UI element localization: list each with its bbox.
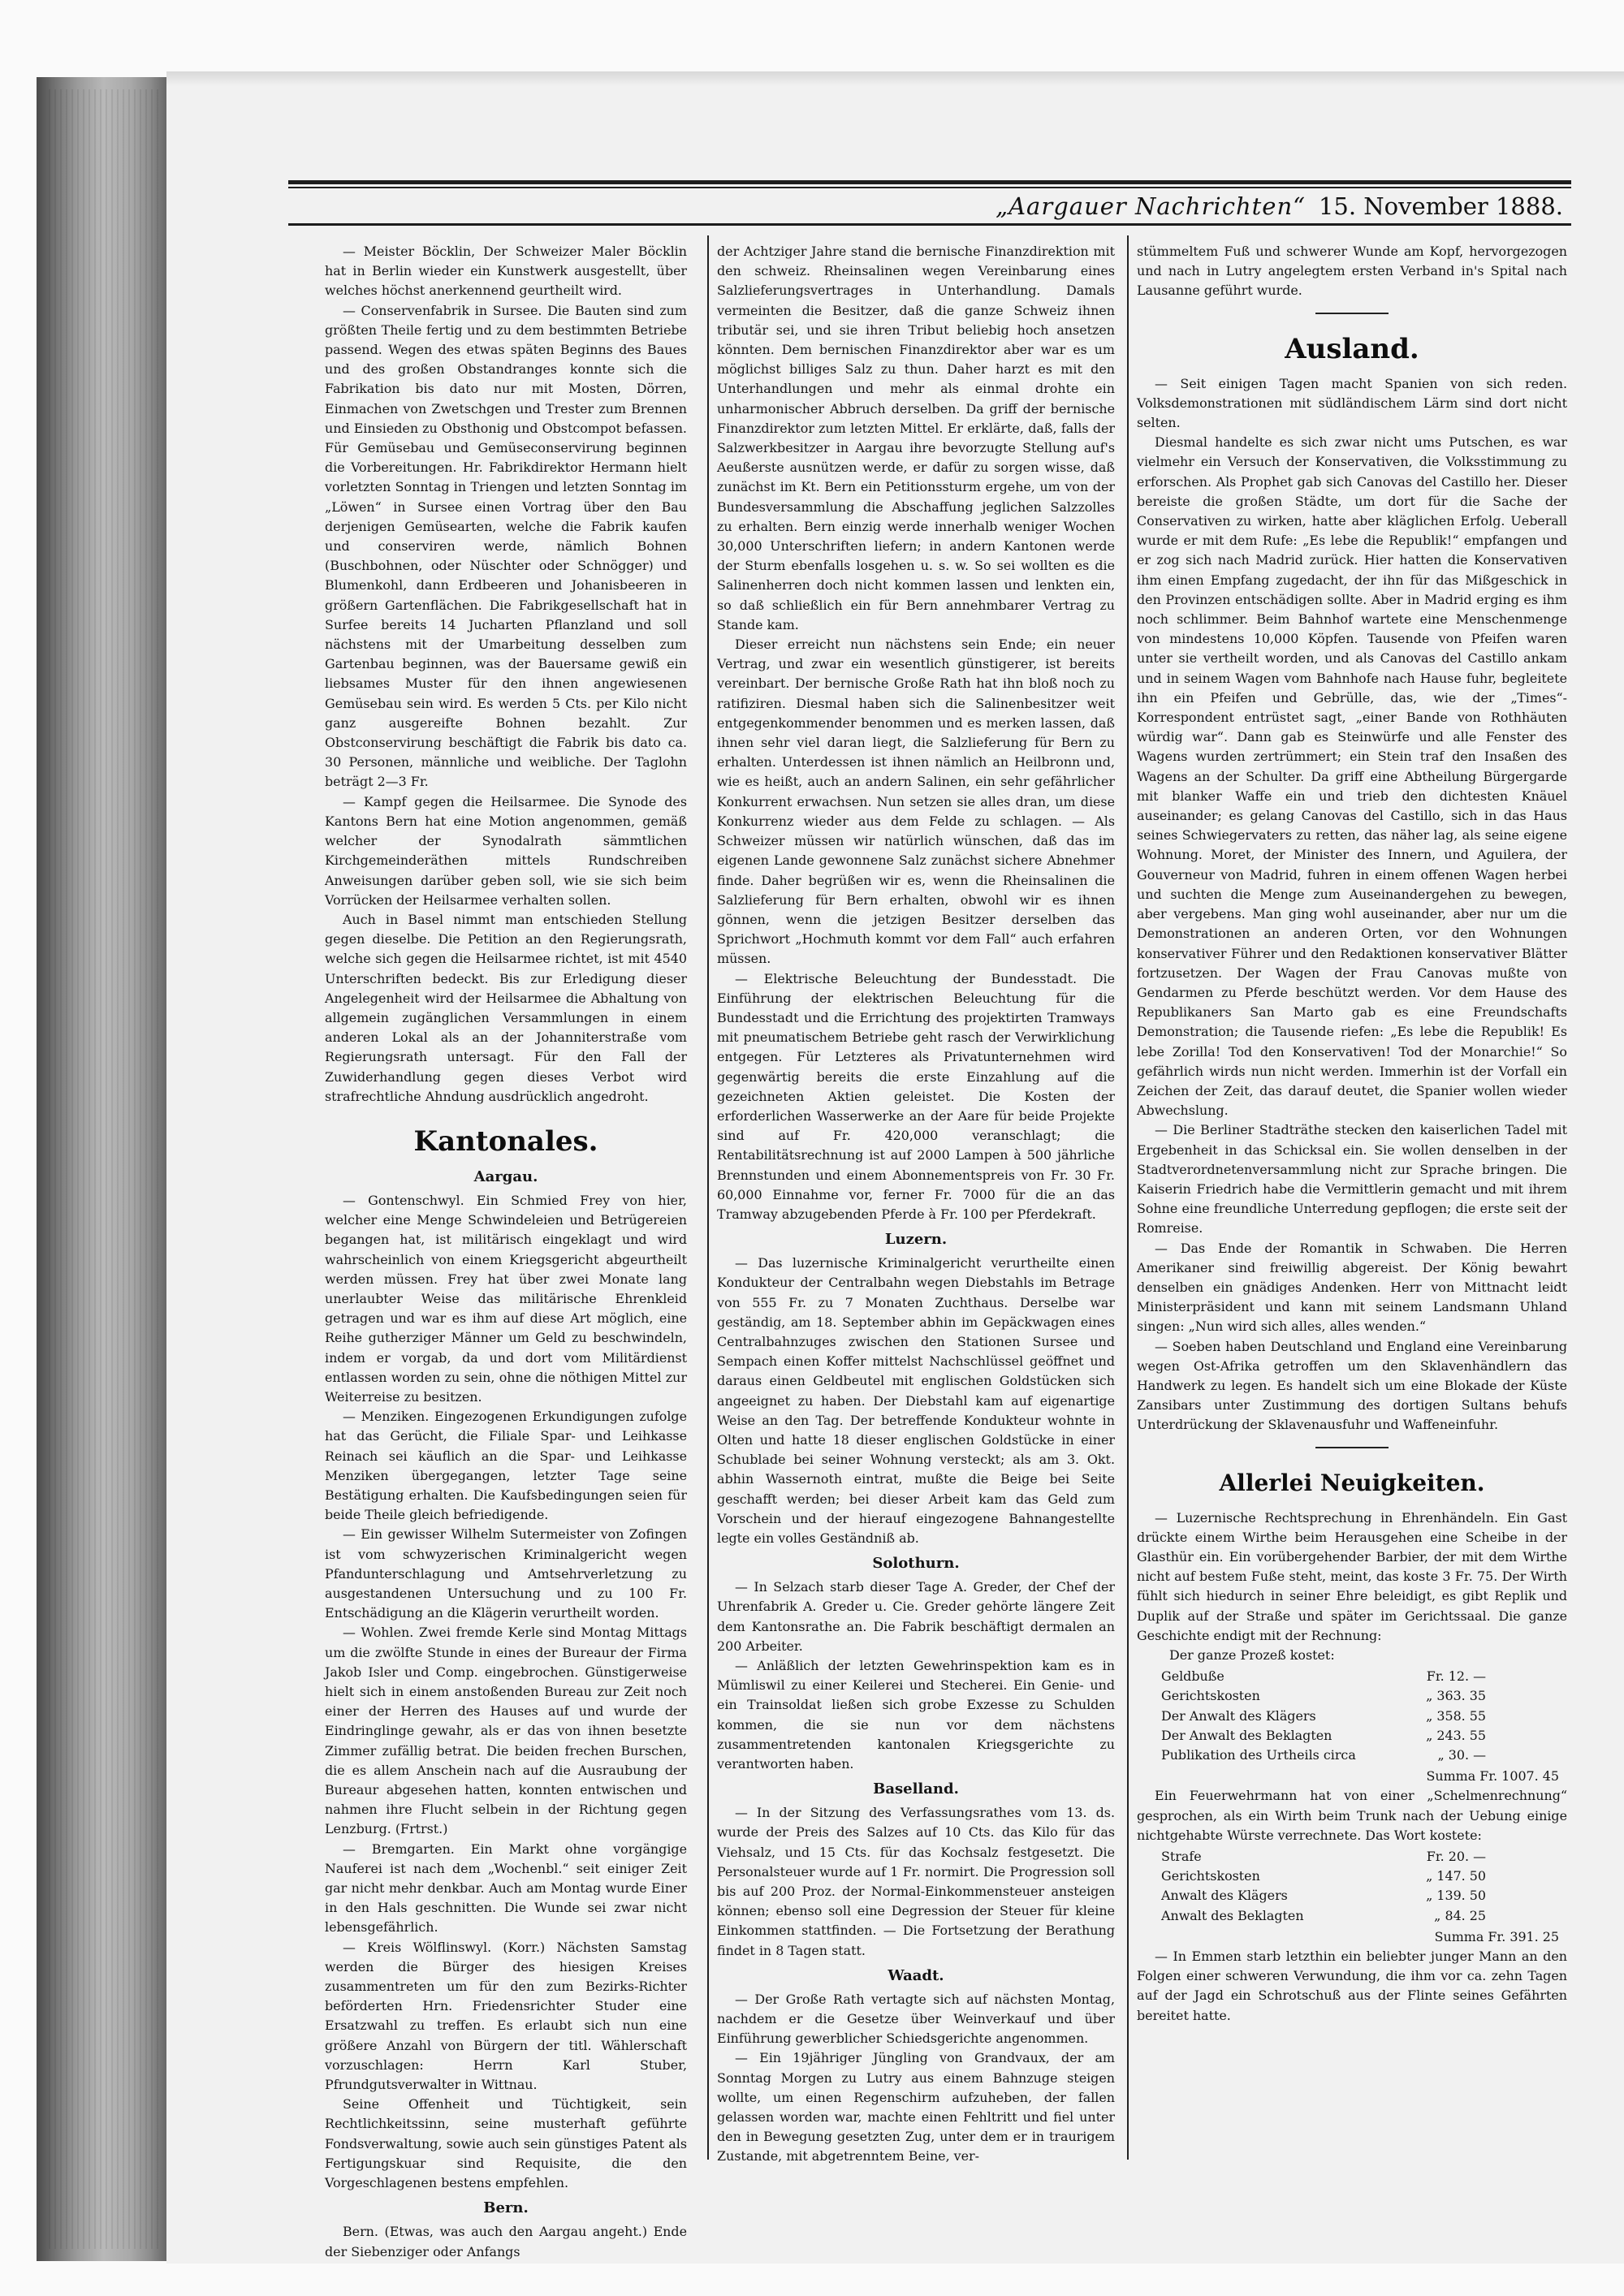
cost-amount: Fr. 20. — xyxy=(1426,1849,1486,1865)
cost-row xyxy=(1161,1886,1486,1905)
cost-table-2-sum: Summa Fr. 391. 25 xyxy=(1434,1928,1559,1944)
cost-table-2 xyxy=(1161,1847,1486,1926)
cost-amount: „ 358. 55 xyxy=(1426,1707,1486,1724)
page-stack-lines xyxy=(49,89,162,2249)
cost-amount: „ 363. 35 xyxy=(1426,1688,1486,1704)
article-greder: — In Selzach starb dieser Tage A. Greder, der Chef der Uhrenfabrik A. Greder u. Cie. Greder gehörte längere Zeit dem Kantonsrathe an. Die Fabrik beschäftigt dermalen an 200 Arbeiter. xyxy=(717,1579,1115,1654)
subheading-baselland: Baselland. xyxy=(873,1780,959,1798)
article-bern-salz-cont: der Achtziger Jahre stand die bernische Finanzdirektion mit den schweiz. Rheinsalinen wegen Vereinbarung eines Salzlieferungsvertrages in Unterhandlung. Damals vermeinten die Besitzer, daß die ganze Schweiz ihnen tributär sei, und sie ihren Tribut beliebig hoch ansetzen könnten. Dem bernischen Finanzdirektor aber war es um möglichst billiges Salz zu thun. Daher harzt es mit den Unterhandlungen und mehr als einmal drohte ein unharmonischer Abbruch derselben. Da griff der bernische Finanzdirektor zum letzten Mittel. Er erklärte, daß, falls der Salzwerkbesitzer in Aargau ihre bevorzugte Stellung auf's Aeußerste ausnützen werde, er dafür zu sorgen wisse, daß zunächst im Kt. Bern ein Petitionssturm ergehe, um von der Bundesversammlung die Abschaffung jeglichen Salzzolles zu erhalten. Bern einzig werde innerhalb weniger Wochen 30,000 Unterschriften liefern; in andern Kantonen werde der Sturm ebenfalls losgehen u. s. w. So sei wollten es die Salinenherren doch nicht kommen lassen und lenkten ein, so daß schließlich ein für Bern annehmbarer Vertrag zu Stande kam. xyxy=(717,244,1115,632)
article-heilsarmee: — Kampf gegen die Heilsarmee. Die Synode des Kantons Bern hat eine Motion angenommen, gemäß welcher der Synodalrath sämmtlichen Kirchgemeinderäthen mittels Rundschreiben Anweisungen darüber geben soll, wie sie sich beim Vorrücken der Heilsarmee verhalten sollen. xyxy=(325,793,687,908)
column-3 xyxy=(1137,242,1567,2150)
section-heading-allerlei: Allerlei Neuigkeiten. xyxy=(1219,1469,1485,1496)
subheading-solothurn: Solothurn. xyxy=(872,1555,960,1573)
article-woelflinswyl-cont: Seine Offenheit und Tüchtigkeit, sein Rechtlichkeitssinn, seine musterhaft geführte Fondsverwaltung, sowie auch sein günstiges Patent als Fertigungskuar sind Requisite, die den Vorgeschlagenen bestens empfehlen. xyxy=(325,2096,687,2191)
column-divider-1 xyxy=(707,235,709,2160)
subheading-aargau: Aargau. xyxy=(473,1167,538,1185)
cost-amount: „ 30. — xyxy=(1437,1747,1486,1763)
article-elektrische-beleuchtung: — Elektrische Beleuchtung der Bundesstadt. Die Einführung der elektrischen Beleuchtung für die Bundesstadt und die Errichtung des projektirten Tramways mit pneumatischem Betriebe geht rasch der Verwirklichung entgegen. Für Letzteres als Privatunternehmen wird gegenwärtig bereits die erste Einzahlung auf die gezeichneten Aktien geleistet. Die Kosten der erforderlichen Wasserwerke an der Aare für beide Projekte sind auf Fr. 420,000 veranschlagt; die Rentabilitätsrechnung ist auf 2000 Lampen à 500 jährliche Brennstunden und einem Abonnementspreis von Fr. 30 Fr. 60,000 Einnahme vor, ferner Fr. 7000 für die an das Tramway abzugebenden Pferde à Fr. 100 per Pferdekraft. xyxy=(717,970,1115,1222)
cost-row xyxy=(1161,1707,1486,1726)
cost-row xyxy=(1161,1686,1486,1706)
cost-label: Anwalt des Beklagten xyxy=(1161,1907,1304,1923)
section-divider-2 xyxy=(1315,1447,1389,1448)
cost-amount: „ 84. 25 xyxy=(1434,1907,1486,1923)
article-conservenfabrik: — Conservenfabrik in Sursee. Die Bauten sind zum größten Theile fertig und zu dem bestimmten Betriebe passend. Wegen des etwas späten Beginns des Baues und des großen Obstandranges konnte sich die Fabrikation bis dato nur mit Mosten, Dörren, Einmachen von Zwetschgen und Trester zum Brennen und Einsieden zu Obsthonig und Obstcompot befassen. Für Gemüsebau und Gemüseconservirung beginnen die Vorbereitungen. Hr. Fabrikdirektor Hermann hielt vorletzten Sonntag in Triengen und letzten Sonntag im „Löwen“ in Sursee einen Vortrag über den Bau derjenigen Gemüsearten, welche die Fabrik kaufen und conserviren werde, nämlich Bohnen (Buschbohnen, oder Nüschter oder Schnögger) und Blumenkohl, dann Erdbeeren und Johanisbeeren in größern Gartenflächen. Die Fabrikgesellschaft hat in Surfee bereits 14 Jucharten Pflanzland und soll nächstens mit der Umarbeitung desselben zum Gartenbau beginnen, was der Bauersame gewiß ein liebsames Muster für den ihnen angewiesenen Gemüsebau sein wird. Es werden 5 Cts. per Kilo nicht ganz ausgereifte Bohnen bezahlt. Zur Obstconservirung beschäftigt die Fabrik bis dato ca. 30 Personen, männliche und weibliche. Der Taglohn beträgt 2—3 Fr. xyxy=(325,302,687,790)
article-grandvaux-cont: stümmeltem Fuß und schwerer Wunde am Kopf, hervorgezogen und nach in Lutry angelegtem ersten Verband in's Spital nach Lausanne geführt wurde. xyxy=(1137,244,1567,299)
page-header xyxy=(288,188,1571,223)
article-kondukteur: — Das luzernische Kriminalgericht verurtheilte einen Kondukteur der Centralbahn wegen Diebstahls im Betrage von 555 Fr. zu 7 Monaten Zuchthaus. Derselbe war geständig, am 18. September abhin im Gepäckwagen eines Centralbahnzuges zwischen den Stationen Sursee und Sempach einen Koffer mittelst Nachschlüssel geöffnet und daraus einen Geldbeutel mit englischen Goldstücken sich angeeignet zu haben. Der Diebstahl kam auf eigenartige Weise an den Tag. Der betreffende Kondukteur wohnte in Olten und hatte 18 dieser englischen Goldstücke in einer Schublade bei seiner Wohnung versteckt; als am 3. Okt. abhin Wassernoth eintrat, mußte die Beige bei Seite geschafft werden; bei dieser Arbeit kam das Geld zum Vorschein und der hierauf eingezogene Bahnangestellte legte ein volles Geständniß ab. xyxy=(717,1255,1115,1546)
cost-label: Gerichtskosten xyxy=(1161,1688,1260,1704)
header-rule-bottom xyxy=(288,223,1571,226)
cost-row xyxy=(1161,1726,1486,1746)
column-2 xyxy=(717,242,1115,2164)
article-ostafrika: — Soeben haben Deutschland und England eine Vereinbarung wegen Ost-Afrika getroffen um den Sklavenhändlern das Handwerk zu legen. Es handelt sich um eine Blokade der Küste Zansibars unter Zustimmung des dortigen Sultans behufs Unterdrückung der Sklavenausfuhr und Waffeneinfuhr. xyxy=(1137,1338,1567,1433)
article-muemliswil: — Anläßlich der letzten Gewehrinspektion kam es in Mümliswil zu einer Keilerei und Stecherei. Ein Genie- und ein Trainsoldat ließen sich grobe Exzesse zu Schulden kommen, die sie nun vor dem nächstens zusammentretenden kantonalen Kriegsgerichte zu verantworten haben. xyxy=(717,1658,1115,1772)
subheading-luzern: Luzern. xyxy=(884,1231,948,1249)
article-woelflinswyl: — Kreis Wölflinswyl. (Korr.) Nächsten Samstag werden die Bürger des hiesigen Kreises zusammentreten um für den zum Bezirks-Richter beförderten Hrn. Friedensrichter Studer eine Ersatzwahl zu treffen. Es erlaubt sich nun eine größere Anzahl von Bürgern der titl. Wählerschaft vorzuschlagen: Herrn Karl Stuber, Pfrundgutsverwalter in Wittnau. xyxy=(325,1939,687,2093)
cost-label: Der Anwalt des Klägers xyxy=(1161,1707,1316,1724)
section-heading-kantonales: Kantonales. xyxy=(413,1124,598,1158)
section-divider xyxy=(1315,313,1389,314)
article-heilsarmee-basel: Auch in Basel nimmt man entschieden Stellung gegen dieselbe. Die Petition an den Regierungsrath, welche sich gegen die Heilsarmee richtet, ist mit 4540 Unterschriften bedeckt. Bis zur Erledigung dieser Angelegenheit wird der Heilsarmee die Abhaltung von allgemein zugänglichen Versammlungen in einem anderen Lokal als an der Johanniterstraße vom Regierungsrath untersagt. Für den Fall der Zuwiderhandlung gegen dieses Verbot wird strafrechtliche Ahndung ausdrücklich angedroht. xyxy=(325,911,687,1104)
cost-label: Geldbuße xyxy=(1161,1668,1224,1685)
article-ehrenhaendel: — Luzernische Rechtsprechung in Ehrenhändeln. Ein Gast drückte einem Wirthe beim Herausgehen eine Scheibe in der Glasthür ein. Ein vorübergehender Barbier, der mit dem Wirthe nicht auf bestem Fuße steht, meint, das koste 3 Fr. 75. Der Wirth fühlt sich hiedurch in seiner Ehre beleidigt, es gibt Replik und Duplik auf der Straße und später im Gerichtssaal. Die ganze Geschichte endigt mit der Rechnung: xyxy=(1137,1509,1567,1643)
article-wohlen: — Wohlen. Zwei fremde Kerle sind Montag Mittags um die zwölfte Stunde in eines der Bureaur der Firma Jakob Isler und Comp. eingebrochen. Günstigerweise hielt sich in einem anstoßenden Bureau zur Zeit noch einer der Herren des Hauses auf und wurde der Eindringlinge gewahr, als er das von ihnen besetzte Zimmer zufällig betrat. Die beiden frechen Burschen, die es allem Anschein nach auf die Ausraubung der Bureaur abgesehen hatten, konnten entwischen und nahmen ihre Flucht selbein in der Richtung gegen Lenzburg. (Frtrst.) xyxy=(325,1625,687,1837)
cost-table-1-sum: Summa Fr. 1007. 45 xyxy=(1426,1768,1559,1785)
article-salzvertrag: Dieser erreicht nun nächstens sein Ende; ein neuer Vertrag, und zwar ein wesentlich günstigerer, ist bereits vereinbart. Der bernische Große Rath hat ihn bloß noch zu ratifiziren. Diesmal haben sich die Salinenbesitzer weit entgegenkommender benommen und es merken lassen, daß ihnen sehr viel daran liegt, die Salzlieferung für Bern zu erhalten. Unterdessen ist ihnen nämlich an Heilbronn und, wie es heißt, auch an andern Salinen, ein sehr gefährlicher Konkurrent erwachsen. Nun setzen sie alles dran, um diese Konkurrenz wieder aus dem Felde zu schlagen. — Als Schweizer müssen wir natürlich wünschen, daß das im eigenen Lande gewonnene Salz zunächst sichere Abnehmer finde. Daher begrüßen wir es, wenn die Rheinsalinen die Salzlieferung für Bern erhalten, obwohl wir es ihnen gönnen, wenn die jetzigen Besitzer derselben das Sprichwort „Hochmuth kommt vor dem Fall“ auch erfahren müssen. xyxy=(717,637,1115,967)
cost-label: Gerichtskosten xyxy=(1161,1868,1260,1884)
article-bern-salz: Bern. (Etwas, was auch den Aargau angeht.) Ende der Siebenziger oder Anfangs xyxy=(325,2224,687,2259)
column-1 xyxy=(325,242,687,2259)
newspaper-title: „Aargauer Nachrichten“ xyxy=(996,192,1306,220)
section-heading-ausland: Ausland. xyxy=(1285,332,1419,365)
page-top-shadow xyxy=(166,71,1624,86)
issue-date: 15. November 1888. xyxy=(1318,192,1563,220)
article-berliner-stadtraethe: — Die Berliner Stadträthe stecken den kaiserlichen Tadel mit Ergebenheit in das Schicksal ein. Sie wollen denselben in der Stadtverordnetenversammlung nicht zur Sprache bringen. Die Kaiserin Friedrich habe die Vermittlerin gemacht und mit ihrem Sohne eine freundliche Unterredung gepflogen; die erste seit der Romreise. xyxy=(1137,1122,1567,1236)
cost-label: Anwalt des Klägers xyxy=(1161,1888,1288,1904)
article-menziken: — Menziken. Eingezogenen Erkundigungen zufolge hat das Gerücht, die Filiale Spar- und Leihkasse Reinach sei käuflich an die Spar- und Leihkasse Menziken übergegangen, letzter Tage seine Bestätigung erhalten. Die Kaufsbedingungen seien für beide Theile gleich befriedigende. xyxy=(325,1409,687,1523)
column-divider-2 xyxy=(1127,235,1129,2160)
cost-label: Strafe xyxy=(1161,1849,1202,1865)
cost-table-1 xyxy=(1161,1667,1486,1765)
article-verfassungsrath: — In der Sitzung des Verfassungsrathes vom 13. ds. wurde der Preis des Salzes auf 10 Cts. das Kilo für das Viehsalz, und 15 Cts. für das Kochsalz festgesetzt. Die Personalsteuer wurde auf 1 Fr. normirt. Die Progression soll bis auf 200 Proz. der Normal-Einkommensteuer ansteigen können; ebenso soll eine Degression der Steuer für kleine Einkommen stattfinden. — Die Fortsetzung der Berathung findet in 8 Tagen statt. xyxy=(717,1805,1115,1958)
article-boecklin: — Meister Böcklin, Der Schweizer Maler Böcklin hat in Berlin wieder ein Kunstwerk ausgestellt, über welches höchst anerkennend geurtheilt wird. xyxy=(325,244,687,299)
cost-row xyxy=(1161,1667,1486,1686)
article-romantik-schwaben: — Das Ende der Romantik in Schwaben. Die Herren Amerikaner sind freiwillig abgereist. Der König bewahrt denselben ein gnädiges Andenken. Herr von Mittnacht leidt Ministerpräsident und kann mit seinem Landsmann Uhland singen: „Nun wird sich alles, alles wenden.“ xyxy=(1137,1240,1567,1335)
cost-amount: Fr. 12. — xyxy=(1426,1668,1486,1685)
article-emmen: — In Emmen starb letzthin ein beliebter junger Mann an den Folgen einer schweren Verwundung, die ihm vor ca. zehn Tagen auf der Jagd ein Schrotschuß aus der Flinte seines Gefährten bereitet hatte. xyxy=(1137,1949,1567,2023)
article-bremgarten: — Bremgarten. Ein Markt ohne vorgängige Nauferei ist nach dem „Wochenbl.“ seit einiger Zeit gar nicht mehr denkbar. Auch am Montag wurde Einer in den Hals geschnitten. Die Wunde sei zwar nicht lebensgefährlich. xyxy=(325,1841,687,1936)
cost-row xyxy=(1161,1867,1486,1886)
article-grosser-rath: — Der Große Rath vertagte sich auf nächsten Montag, nachdem er die Gesetze über Weinverkauf und über Einführung gewerblicher Schiedsgerichte angenommen. xyxy=(717,1991,1115,2047)
cost-row xyxy=(1161,1746,1486,1765)
article-schelmenrechnung: Ein Feuerwehrmann hat von einer „Schelmenrechnung“ gesprochen, als ein Wirth beim Trunk nach der Uebung einige nichtgehabte Würste verrechnete. Das Wort kostete: xyxy=(1137,1788,1567,1843)
cost-row xyxy=(1161,1847,1486,1867)
cost-table-1-title: Der ganze Prozeß kostet: xyxy=(1169,1647,1335,1663)
cost-row xyxy=(1161,1906,1486,1926)
article-spanien: — Seit einigen Tagen macht Spanien von sich reden. Volksdemonstrationen mit südländischem Lärm sind dort nicht selten. xyxy=(1137,375,1567,431)
header-rule-top xyxy=(288,180,1571,184)
cost-label: Der Anwalt des Beklagten xyxy=(1161,1727,1332,1743)
article-canovas: Diesmal handelte es sich zwar nicht ums Putschen, es war vielmehr ein Versuch der Konservativen, die Volksstimmung zu erforschen. Als Prophet gab sich Canovas del Castillo her. Dieser bereiste die großen Städte, um dort für die Sache der Conservativen zu wirken, hatte aber kläglichen Erfolg. Ueberall wurde er mit dem Rufe: „Es lebe die Republik!“ empfangen und er zog sich nach Madrid zurück. Hier hatten die Konservativen ihm einen Empfang zugedacht, der ihn für das Mißgeschick in den Provinzen entschädigen sollte. Aber in Madrid erging es ihm noch schlimmer. Beim Bahnhof wartete eine Menschenmenge von mindestens 10,000 Köpfen. Tausende von Pfeifen waren unter sie vertheilt worden, und als Canovas del Castillo ankam und in seinem Wagen vom Bahnhofe nach Hause fuhr, begleitete ihn ein Pfeifen und Gebrülle, das, wie der „Times“-Korrespondent entrüstet sagt, „einer Bande von Rothhäuten würdig war“. Dann gab es Steinwürfe und alle Fenster des Wagens wurden zertrümmert; ein Stein traf den Insaßen des Wagens an der Schulter. Da griff eine Abtheilung Bürgergarde mit blanker Waffe ein und trieb den dichtesten Knäuel auseinander; es gelang Canovas del Castillo, sich in das Haus seines Schwiegervaters zu retten, das näher lag, als seine eigene Wohnung. Moret, der Minister des Innern, und Aguilera, der Gouverneur von Madrid, fuhren in einem offenen Wagen herbei und suchten die Menge zum Auseinandergehen zu bewegen, aber vergebens. Man ging wohl auseinander, aber nur um die Demonstrationen an anderen Orten, vor den Wohnungen konservativer Führer und den Redaktionen konservativer Blätter fortzusetzen. Der Wagen der Frau Canovas mußte von Gendarmen zu Pferde beschützt werden. Vor dem Hause des Republikaners San Marto gab es eine Freundschafts Demonstration; die Tausende riefen: „Es lebe die Republik! Es lebe Zorilla! Tod den Konservativen! Tod der Monarchie!“ So gefährlich wirds nun nicht werden. Immerhin ist der Vorfall ein Zeichen der Zeit, das darauf deutet, die Spanier wollen wieder Abwechslung. xyxy=(1137,434,1567,1119)
cost-amount: „ 147. 50 xyxy=(1426,1868,1486,1884)
article-sutermeister: — Ein gewisser Wilhelm Sutermeister von Zofingen ist vom schwyzerischen Kriminalgericht wegen Pfandunterschlagung und Amtsehrverletzung zu ausgestandenen Untersuchung und zu 100 Fr. Entschädigung an die Klägerin verurtheilt worden. xyxy=(325,1526,687,1621)
subheading-waadt: Waadt. xyxy=(888,1966,944,1984)
cost-label: Publikation des Urtheils circa xyxy=(1161,1747,1356,1763)
cost-amount: „ 139. 50 xyxy=(1426,1888,1486,1904)
article-grandvaux: — Ein 19jähriger Jüngling von Grandvaux, der am Sonntag Morgen zu Lutry aus einem Bahnzuge steigen wollte, um einen Regenschirm aufzuheben, der fallen gelassen worden war, machte einen Fehltritt und fiel unter den in Bewegung gesetzten Zug, unter dem er in traurigem Zustande, mit abgetrenntem Beine, ver- xyxy=(717,2050,1115,2164)
cost-amount: „ 243. 55 xyxy=(1426,1727,1486,1743)
article-gontenschwyl: — Gontenschwyl. Ein Schmied Frey von hier, welcher eine Menge Schwindeleien und Betrügereien begangen hat, ist militärisch eingeklagt und wird wahrscheinlich von einem Kriegsgericht abgeurtheilt werden müssen. Frey hat über zwei Monate lang unerlaubter Weise das militärische Ehrenkleid getragen und war es ihm auf diese Art möglich, eine Reihe gutherziger Männer um Geld zu beschwindeln, indem er vorgab, da und dort vom Militärdienst entlassen worden zu sein, ohne die nöthigen Mittel zur Weiterreise zu besitzen. xyxy=(325,1192,687,1405)
subheading-bern: Bern. xyxy=(483,2199,529,2217)
